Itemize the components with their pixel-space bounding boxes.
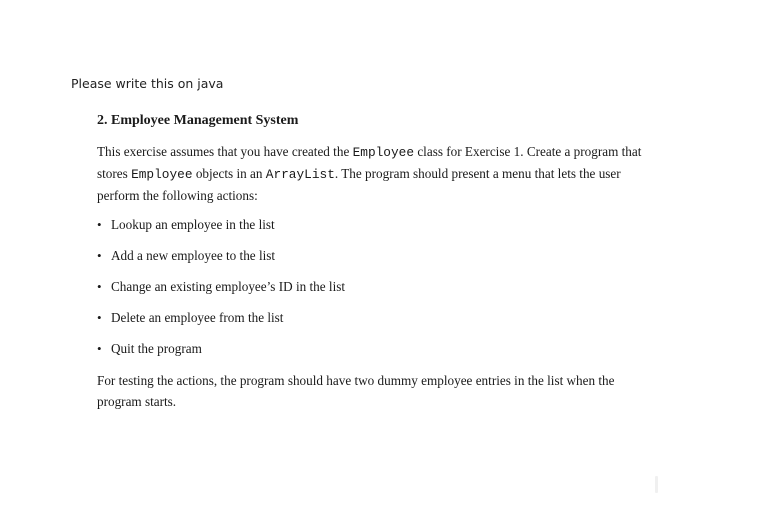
action-label: Delete an employee from the list (111, 310, 284, 325)
code-arraylist: ArrayList (265, 167, 335, 182)
closing-paragraph: For testing the actions, the program should have two dummy employee entries in the list when the program starts. (97, 373, 615, 409)
action-list (97, 214, 657, 369)
list-item (97, 214, 657, 245)
instruction-note: Please write this on java (71, 76, 224, 91)
exercise-document (97, 110, 657, 412)
intro-text-1: This exercise assumes that you have created the (97, 144, 353, 159)
action-label: Quit the program (111, 341, 202, 356)
intro-text-3: objects in an (192, 166, 266, 181)
scroll-indicator (655, 476, 658, 493)
list-item (97, 245, 657, 276)
action-label: Lookup an employee in the list (111, 217, 275, 232)
action-label: Change an existing employee’s ID in the list (111, 279, 346, 294)
list-item (97, 276, 657, 307)
action-label: Add a new employee to the list (111, 248, 276, 263)
code-employee-class: Employee (352, 145, 415, 160)
list-item (97, 338, 657, 369)
intro-text-2: class for Exercise 1. Create a program that stores (97, 144, 642, 181)
intro-paragraph (97, 141, 657, 206)
list-item (97, 307, 657, 338)
bullet-icon: • (97, 217, 102, 232)
bullet-icon: • (97, 341, 102, 356)
bullet-icon: • (97, 279, 102, 294)
code-employee-objects: Employee (131, 167, 193, 182)
exercise-heading: 2. Employee Management System (97, 113, 299, 128)
intro-text-4: . The program should present a menu that lets the user perform the following actions: (97, 166, 621, 203)
bullet-icon: • (97, 310, 102, 325)
bullet-icon: • (97, 248, 102, 263)
